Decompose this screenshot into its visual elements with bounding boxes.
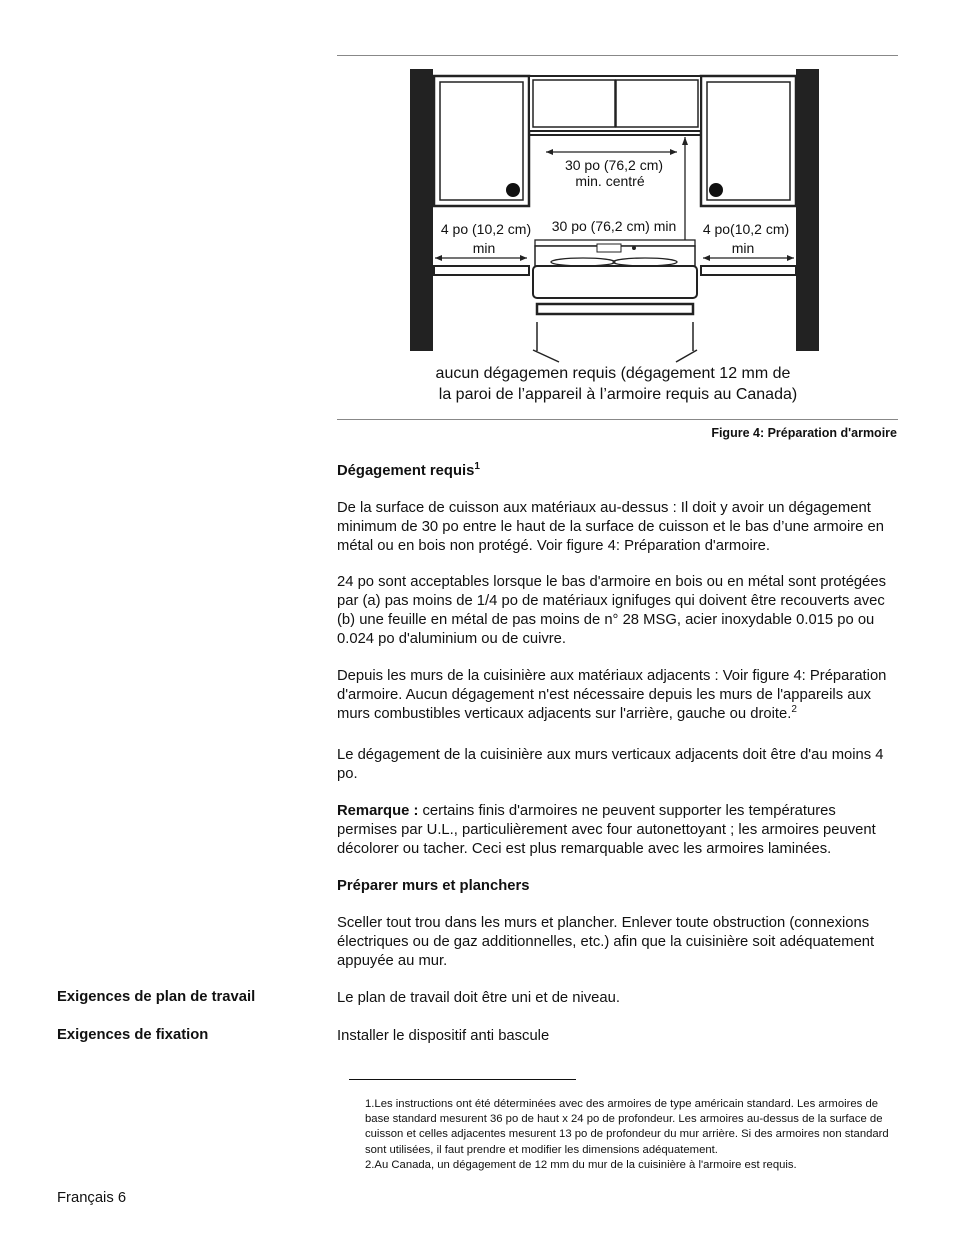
footnote-divider — [349, 1079, 576, 1080]
footnote-ref-1: 1 — [474, 461, 480, 473]
paragraph-3 — [337, 667, 899, 724]
paragraph-1 — [337, 499, 899, 556]
left-countertop — [434, 266, 529, 275]
footnote-ref-2: 2 — [791, 704, 797, 716]
figure-note-line2: la paroi de l’appareil à l’armoire requis au Canada) — [438, 386, 798, 403]
section-heading-murs: Préparer murs et planchers — [337, 878, 530, 894]
paragraph-remarque — [337, 802, 899, 859]
cabinet-diagram — [405, 64, 825, 409]
footnote-1: 1.Les instructions ont été déterminées avec des armoires de type américain standard. Les armoires de base standard mesurent 36 po de haut x 24 po de profondeur. Les armoires au-dessus de la surface de cuisson et celles adjacentes mesurent 13 po de profondeur du mur arrière. Si des armoires non standard sont utilisées, il faut prendre et modifier les dimensions adéquatement. — [365, 1098, 889, 1156]
figure-bottom-rule — [337, 419, 898, 420]
row-label-plan-travail: Exigences de plan de travail — [57, 989, 256, 1005]
remarque-text: certains finis d'armoires ne peuvent supporter les températures permises par U.L., particulièrement avec four autonettoyant ; les armoires peuvent décolorer ou tacher. Ceci est plus remarquable avec les armoires laminées. — [337, 803, 876, 857]
section-heading-text: Dégagement requis — [337, 463, 475, 479]
footnote-2: 2.Au Canada, un dégagement de 12 mm du mur de la cuisinière à l'armoire est requis. — [365, 1159, 797, 1171]
paragraph-sceller — [337, 914, 899, 971]
label-30-centre-2: min. centré — [575, 173, 645, 189]
figure-caption: Figure 4: Préparation d'armoire — [711, 426, 897, 440]
paragraph-4 — [337, 746, 899, 784]
paragraph-4-text: Le dégagement de la cuisinière aux murs verticaux adjacents doit être d'au moins 4 po. — [337, 747, 884, 782]
left-wall — [410, 69, 433, 351]
label-30-vertical: 30 po (76,2 cm) min — [551, 218, 677, 234]
paragraph-3-text: Depuis les murs de la cuisinière aux matériaux adjacents : Voir figure 4: Préparation d'armoire. Aucun dégagement n'est nécessaire depuis les murs de l'appareils aux murs combustibles verticaux adjacents sur l'arrière, gauche ou droite. — [337, 668, 887, 722]
paragraph-2-text: 24 po sont acceptables lorsque le bas d'armoire en bois ou en métal sont protégées par (a) pas moins de 1/4 po de matériaux ignifuges qui doivent être recouverts avec (b) une feuille en métal de pas moins de n° 28 MSG, acier inoxydable 0.015 po ou 0.024 po d'aluminium ou de cuivre. — [337, 574, 887, 647]
page-footer: Français 6 — [57, 1190, 127, 1206]
left-knob — [506, 183, 520, 197]
row-text-fixation: Installer le dispositif anti bascule — [337, 1028, 550, 1044]
paragraph-1-text: De la surface de cuisson aux matériaux au-dessus : Il doit y avoir un dégagement minimum de 30 po entre le haut de la surface de cuisson et le bas d’une armoire en métal ou en bois non protégé. Voir figure 4: Préparation d'armoire. — [337, 500, 884, 554]
right-wall — [796, 69, 819, 351]
paragraph-2 — [337, 573, 899, 649]
figure-note-line1: aucun dégagemen requis (dégagement 12 mm de — [435, 365, 791, 382]
remarque-label: Remarque : — [337, 803, 419, 819]
right-knob — [709, 183, 723, 197]
label-4-right-2: min — [731, 240, 755, 256]
label-30-centre-1: 30 po (76,2 cm) — [564, 157, 664, 173]
label-4-left-2: min — [472, 240, 496, 256]
right-countertop — [701, 266, 796, 275]
top-rule — [337, 55, 898, 56]
row-text-plan-travail: Le plan de travail doit être uni et de niveau. — [337, 990, 620, 1006]
cabinet-diagram-svg — [405, 64, 825, 409]
label-4-right-1: 4 po(10,2 cm) — [702, 221, 790, 237]
section-heading-degagement — [337, 462, 899, 481]
row-label-fixation: Exigences de fixation — [57, 1027, 209, 1043]
label-4-left-1: 4 po (10,2 cm) — [440, 221, 532, 237]
paragraph-sceller-text: Sceller tout trou dans les murs et plancher. Enlever toute obstruction (connexions électriques ou de gaz additionnelles, etc.) afin que la cuisinière soit adéquatement appuyée au mur. — [337, 915, 875, 969]
